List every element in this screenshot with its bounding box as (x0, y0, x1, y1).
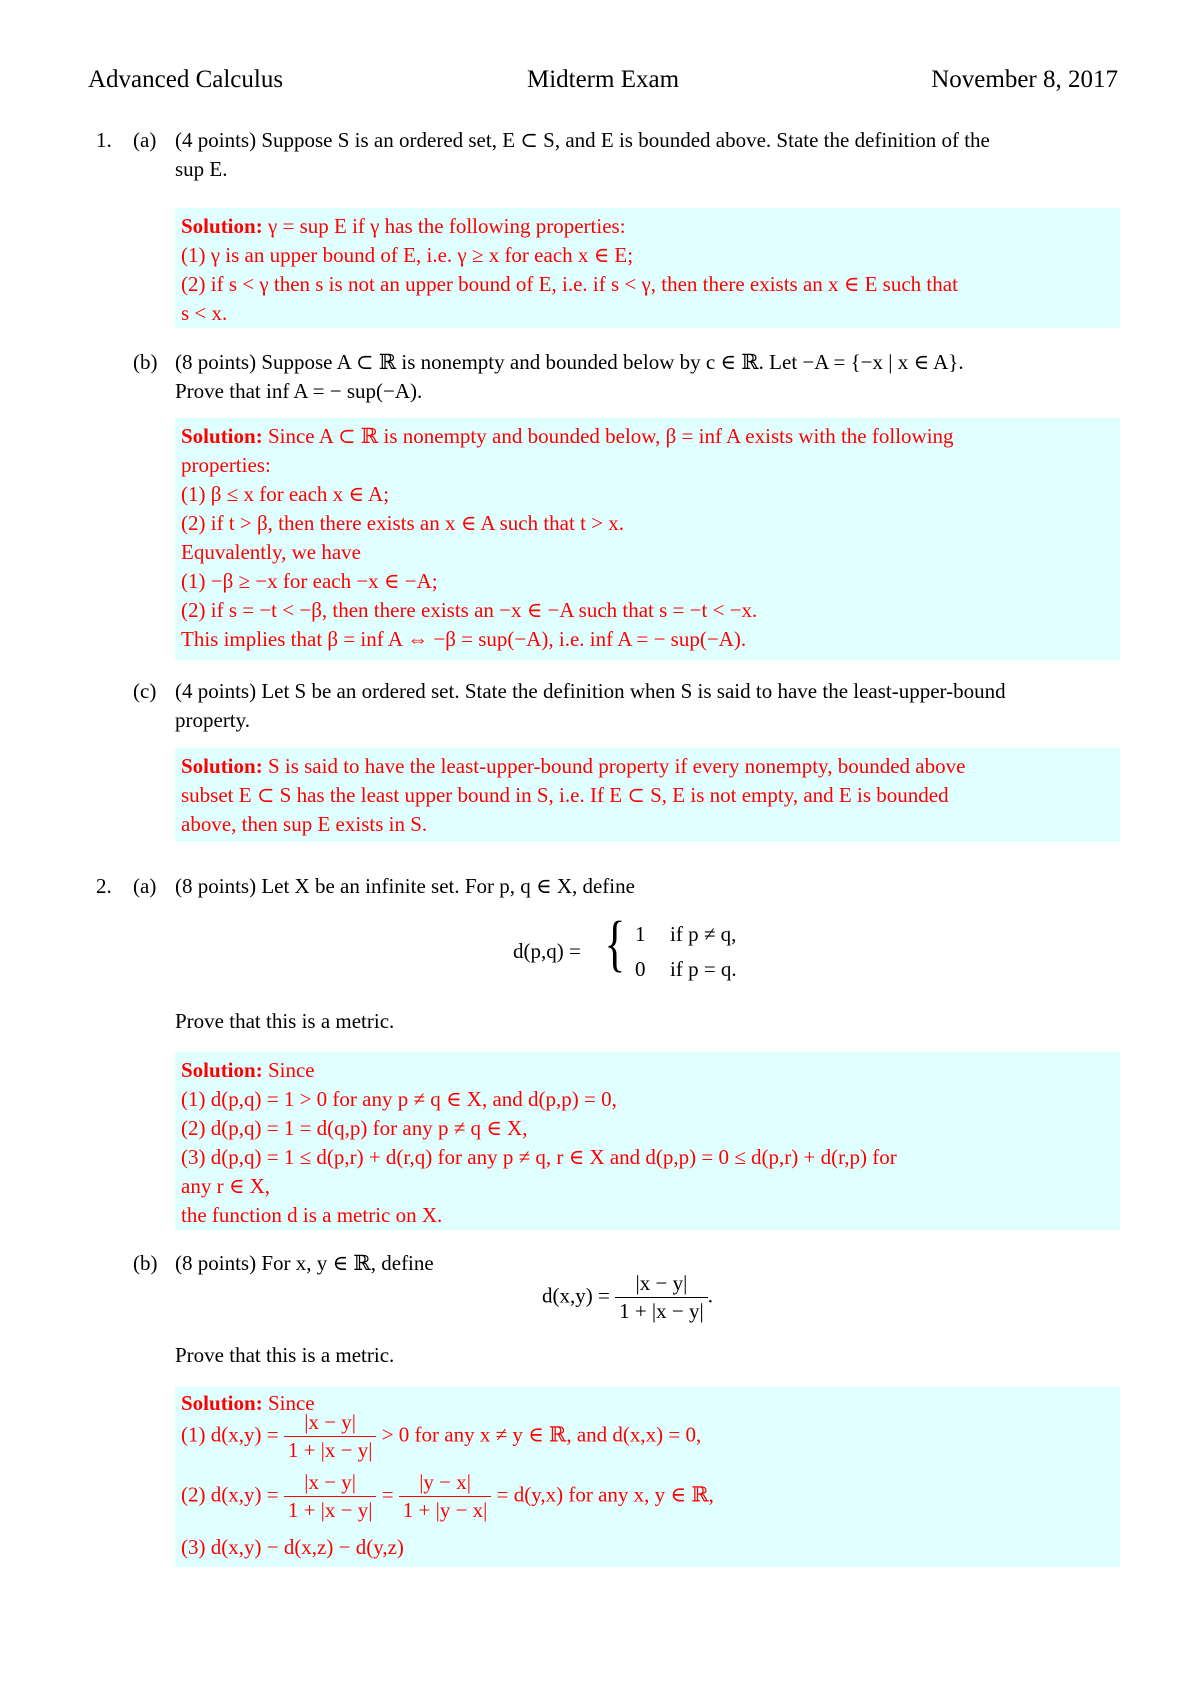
question-number-2: 2. (96, 874, 112, 898)
solution-label: Solution: (181, 754, 263, 778)
solution-1b-line6: (1) −β ≥ −x for each −x ∈ −A; (181, 569, 438, 593)
solution-1b-line4: (2) if t > β, then there exists an x ∈ A such that t > x. (181, 511, 625, 535)
step2-equals: = (381, 1482, 394, 1507)
solution-1a-text1: γ = sup E if γ has the following properties: (267, 214, 626, 238)
solution-1b-line8: This implies that β = inf A ⇔ −β = sup(−A), i.e. inf A = − sup(−A). (181, 627, 747, 651)
part-label-1a: (a) (133, 128, 157, 152)
solution-2b-step1 (181, 1409, 701, 1464)
solution-box-1a (175, 208, 1120, 328)
case1-value: 1 (635, 922, 646, 946)
solution-2a-line1 (181, 1056, 315, 1085)
question-1b-line1: (8 points) Suppose A ⊂ ℝ is nonempty and bounded below by c ∈ ℝ. Let −A = {−x | x ∈ A}. (175, 350, 964, 374)
solution-1a-line3: (2) if s < γ then s is not an upper bound of E, i.e. if s < γ, then there exists an x ∈ E such that (181, 272, 958, 296)
solution-1b-line3: (1) β ≤ x for each x ∈ A; (181, 482, 390, 506)
solution-2a-line2: (1) d(p,q) = 1 > 0 for any p ≠ q ∈ X, and d(p,p) = 0, (181, 1087, 617, 1111)
solution-2a-line4: (3) d(p,q) = 1 ≤ d(p,r) + d(r,q) for any p ≠ q, r ∈ X and d(p,p) = 0 ≤ d(p,r) + d(r,p) for (181, 1145, 897, 1169)
part-label-2a: (a) (133, 874, 157, 898)
part-label-1b: (b) (133, 350, 158, 374)
step1-denominator: 1 + |x − y| (287, 1438, 373, 1462)
left-brace: { (604, 910, 626, 978)
question-2a-prove: Prove that this is a metric. (175, 1009, 395, 1033)
page-header (88, 66, 1118, 100)
solution-1a-line2: (1) γ is an upper bound of E, i.e. γ ≥ x for each x ∈ E; (181, 243, 634, 267)
solution-box-2a (175, 1052, 1120, 1230)
solution-2a-text1: Since (267, 1058, 315, 1082)
step1-numerator: |x − y| (284, 1409, 377, 1437)
solution-1b-line1 (181, 422, 954, 451)
solution-label: Solution: (181, 1058, 263, 1082)
course-title: Advanced Calculus (88, 66, 284, 93)
solution-1b-line5: Equvalently, we have (181, 540, 361, 564)
part-label-1c: (c) (133, 679, 157, 703)
solution-1a-line4: s < x. (181, 301, 228, 325)
step1-fraction (284, 1409, 377, 1464)
part-label-2b: (b) (133, 1251, 158, 1275)
solution-1c-line3: above, then sup E exists in S. (181, 812, 428, 836)
solution-label: Solution: (181, 1391, 263, 1415)
step2-denominator-2: 1 + |y − x| (402, 1498, 488, 1522)
solution-1b-text1: Since A ⊂ ℝ is nonempty and bounded below, β = inf A exists with the following (267, 424, 954, 448)
question-1a-line1: (4 points) Suppose S is an ordered set, E ⊂ S, and E is bounded above. State the definition of the (175, 128, 990, 152)
step2-fraction-2 (399, 1469, 492, 1524)
step2-lhs: (2) d(x,y) = (181, 1482, 279, 1507)
solution-2b-step3: (3) d(x,y) − d(x,z) − d(y,z) (181, 1535, 404, 1559)
solution-1c-line1 (181, 752, 965, 781)
fraction-numerator: |x − y| (615, 1270, 708, 1298)
exam-date: November 8, 2017 (931, 66, 1118, 93)
equation-lhs: d(x,y) = (542, 1283, 610, 1308)
solution-box-1b (175, 418, 1120, 660)
case2-value: 0 (635, 957, 646, 981)
step2-rhs: = d(y,x) for any x, y ∈ ℝ, (496, 1482, 714, 1507)
equation-fraction (615, 1270, 708, 1325)
step2-fraction-1 (284, 1469, 377, 1524)
solution-2a-line6: the function d is a metric on X. (181, 1203, 443, 1227)
question-2a-line1: (8 points) Let X be an infinite set. For p, q ∈ X, define (175, 874, 635, 898)
step2-numerator-2: |y − x| (399, 1469, 492, 1497)
solution-2a-line5: any r ∈ X, (181, 1174, 271, 1198)
equation-end: . (707, 1283, 713, 1308)
step2-denominator-1: 1 + |x − y| (287, 1498, 373, 1522)
question-number-1: 1. (96, 128, 112, 152)
solution-box-1c (175, 748, 1120, 842)
solution-label: Solution: (181, 424, 263, 448)
solution-1b-line7: (2) if s = −t < −β, then there exists an −x ∈ −A such that s = −t < −x. (181, 598, 758, 622)
solution-2b-text1: Since (267, 1391, 315, 1415)
question-1c-line2: property. (175, 708, 251, 732)
solution-1b-line2: properties: (181, 453, 271, 477)
question-1c-line1: (4 points) Let S be an ordered set. State the definition when S is said to have the least-upper-bound (175, 679, 1006, 703)
step2-numerator-1: |x − y| (284, 1469, 377, 1497)
step1-lhs: (1) d(x,y) = (181, 1422, 279, 1447)
step1-rhs: > 0 for any x ≠ y ∈ ℝ, and d(x,x) = 0, (381, 1422, 702, 1447)
solution-1c-line2: subset E ⊂ S has the least upper bound in S, i.e. If E ⊂ S, E is not empty, and E is bounded (181, 783, 949, 807)
question-2b-prove: Prove that this is a metric. (175, 1343, 395, 1367)
solution-box-2b (175, 1387, 1120, 1567)
solution-1a-line1 (181, 212, 626, 241)
solution-2a-line3: (2) d(p,q) = 1 = d(q,p) for any p ≠ q ∈ X, (181, 1116, 528, 1140)
solution-1c-text1: S is said to have the least-upper-bound property if every nonempty, bounded above (267, 754, 966, 778)
question-1b-line2: Prove that inf A = − sup(−A). (175, 379, 423, 403)
metric-fraction-equation (542, 1270, 713, 1325)
exam-title: Midterm Exam (526, 66, 680, 93)
fraction-denominator: 1 + |x − y| (619, 1299, 704, 1323)
case1-condition: if p ≠ q, (670, 922, 737, 946)
question-2b-line1: (8 points) For x, y ∈ ℝ, define (175, 1251, 434, 1275)
case2-condition: if p = q. (670, 957, 737, 981)
equation-lhs: d(p,q) = (513, 939, 581, 963)
question-1a-line2: sup E. (175, 157, 228, 181)
solution-2b-step2 (181, 1469, 714, 1524)
solution-label: Solution: (181, 214, 263, 238)
